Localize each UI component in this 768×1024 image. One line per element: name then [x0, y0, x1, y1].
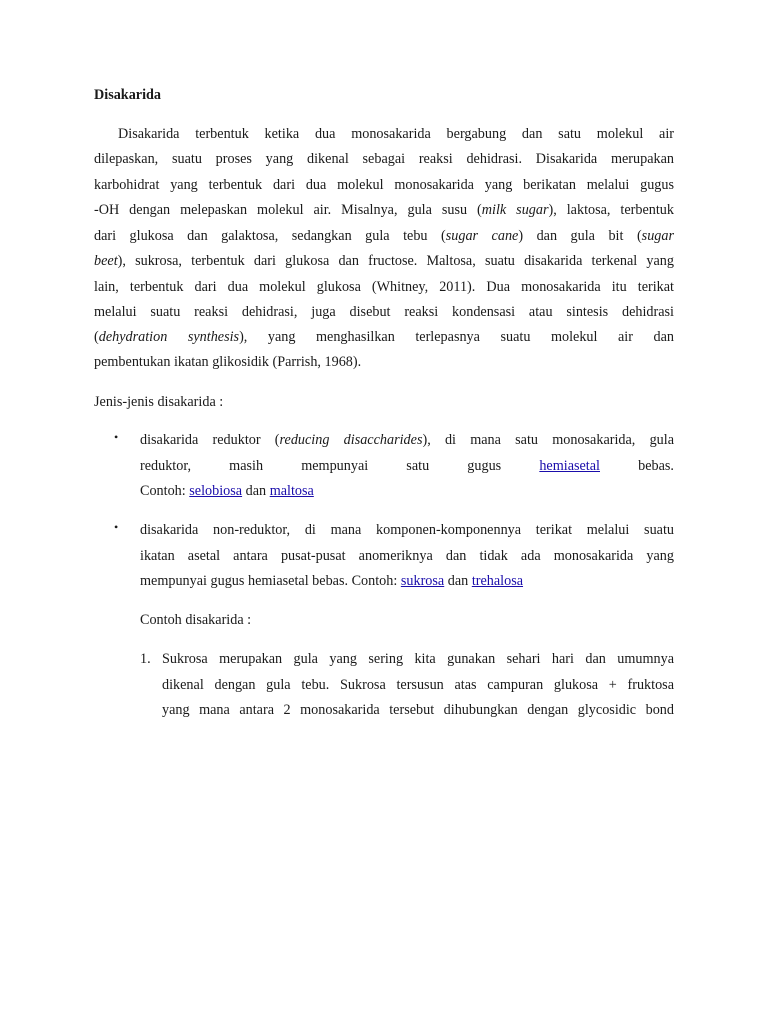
- para1-line: [94, 200, 674, 220]
- bullet2-line: disakarida non-reduktor, di mana komponen-komponennya terikat melalui suatu: [140, 522, 674, 538]
- text-span: disakarida reduktor (: [140, 432, 280, 448]
- text-span: reduktor, masih mempunyai satu gugus: [140, 458, 540, 474]
- para1-line: Disakarida terbentuk ketika dua monosakarida bergabung dan satu molekul air: [118, 126, 674, 142]
- document-title: Disakarida: [94, 87, 162, 103]
- para1-line: dilepaskan, suatu proses yang dikenal sebagai reaksi dehidrasi. Disakarida merupakan: [94, 151, 674, 167]
- italic-term: beet: [94, 253, 118, 269]
- bullet2-line: ikatan asetal antara pusat-pusat anomeriknya dan tidak ada monosakarida yang: [140, 548, 674, 564]
- italic-term: sugar cane: [445, 228, 519, 244]
- italic-term: sugar: [641, 228, 674, 244]
- item1-line: dikenal dengan gula tebu. Sukrosa tersusun atas campuran glukosa + fruktosa: [162, 677, 674, 693]
- text-span: dan: [444, 573, 472, 589]
- para1-line: [94, 226, 674, 246]
- text-span: ), sukrosa, terbentuk dari glukosa dan fructose. Maltosa, suatu disakarida terkenal yang: [117, 253, 674, 269]
- text-span: ), di mana satu monosakarida, gula: [422, 432, 674, 448]
- text-span: (: [94, 329, 99, 345]
- text-span: -OH dengan melepaskan molekul air. Misalnya, gula susu (: [94, 202, 482, 218]
- text-span: bebas.: [600, 458, 674, 474]
- para1-line: melalui suatu reaksi dehidrasi, juga disebut reaksi kondensasi atau sintesis dehidrasi: [94, 304, 674, 320]
- trehalosa-link[interactable]: trehalosa: [471, 573, 524, 589]
- italic-term: dehydration synthesis: [98, 329, 240, 345]
- text-span: ) dan gula bit (: [518, 228, 642, 244]
- item1-line: yang mana antara 2 monosakarida tersebut dihubungkan dengan glycosidic bond: [162, 702, 674, 718]
- italic-term: reducing disaccharides: [279, 432, 423, 448]
- para1-line: pembentukan ikatan glikosidik (Parrish, 1968).: [94, 354, 362, 370]
- bullet1-line: [140, 456, 674, 476]
- text-span: ), laktosa, terbentuk: [548, 202, 674, 218]
- bullet2-line: [140, 571, 674, 591]
- maltosa-link[interactable]: maltosa: [269, 483, 314, 499]
- para1-line: [94, 251, 674, 271]
- text-span: mempunyai gugus hemiasetal bebas. Contoh:: [140, 573, 401, 589]
- list-number: 1.: [140, 651, 151, 667]
- para1-line: [94, 327, 674, 347]
- hemiasetal-link[interactable]: hemiasetal: [539, 458, 600, 474]
- bullet-marker: •: [114, 520, 119, 534]
- para1-line: lain, terbentuk dari dua molekul glukosa (Whitney, 2011). Dua monosakarida itu terikat: [94, 279, 674, 295]
- sukrosa-link[interactable]: sukrosa: [400, 573, 445, 589]
- text-span: ), yang menghasilkan terlepasnya suatu molekul air dan: [239, 329, 674, 345]
- bullet1-line: [140, 430, 674, 450]
- text-span: Contoh:: [140, 483, 190, 499]
- italic-term: milk sugar: [481, 202, 549, 218]
- jenis-heading: Jenis-jenis disakarida :: [94, 394, 224, 410]
- selobiosa-link[interactable]: selobiosa: [189, 483, 243, 499]
- contoh-heading: Contoh disakarida :: [140, 612, 252, 628]
- text-span: dari glukosa dan galaktosa, sedangkan gula tebu (: [94, 228, 446, 244]
- text-span: dan: [242, 483, 270, 499]
- bullet1-line: [140, 481, 674, 501]
- bullet-marker: •: [114, 430, 119, 444]
- item1-line: Sukrosa merupakan gula yang sering kita gunakan sehari hari dan umumnya: [162, 651, 674, 667]
- para1-line: karbohidrat yang terbentuk dari dua molekul monosakarida yang berikatan melalui gugus: [94, 177, 674, 193]
